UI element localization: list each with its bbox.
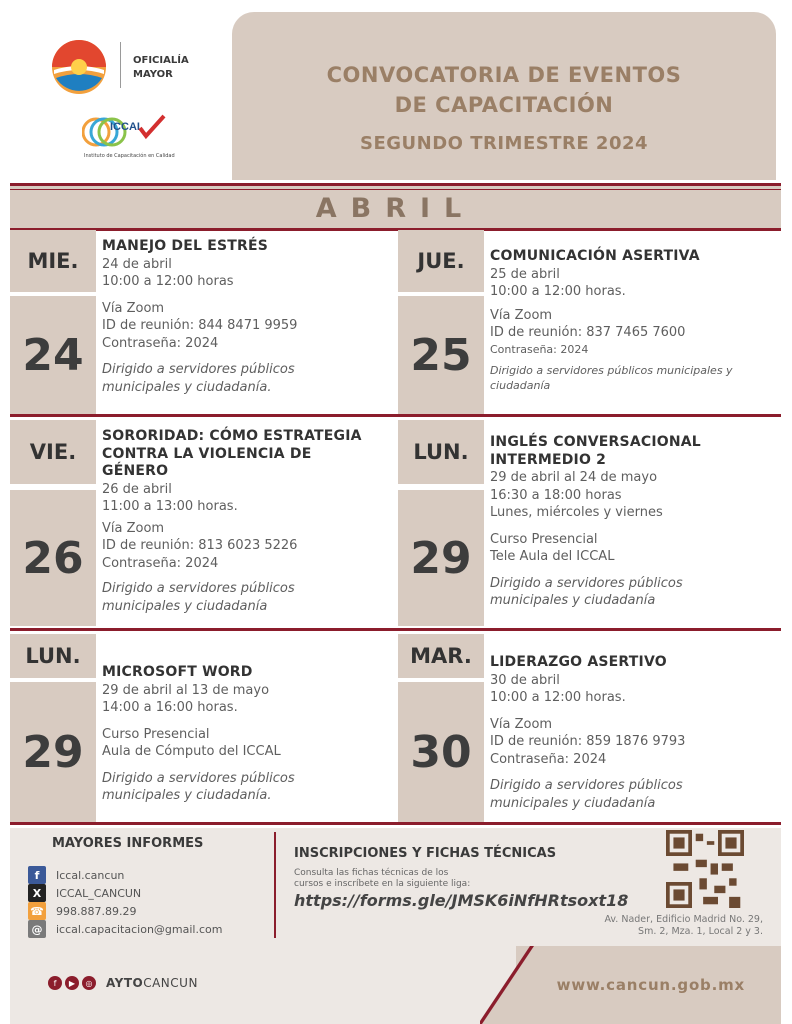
event-time: 11:00 a 13:00 horas. [102,499,238,514]
event-venue: Vía Zoom [490,716,553,732]
row-separator [10,414,781,417]
event-password: Contraseña: 2024 [490,751,607,767]
x-icon: X [28,884,46,902]
facebook-contact[interactable] [28,866,124,884]
email-address[interactable]: iccal.capacitacion@gmail.com [56,922,223,936]
event-audience: Dirigido a servidores públicos [490,778,683,793]
weekday-label: MAR. [398,634,484,678]
event-audience: municipales y ciudadanía [102,598,268,614]
event-meeting-id: ID de reunión: 813 6023 5226 [102,538,298,553]
registration-text: Consulta las fichas técnicas de los cursos e inscríbete en la siguiente liga: [294,868,471,889]
event-time: 16:30 a 18:00 horas [490,487,622,503]
event-venue: Vía Zoom [490,307,553,323]
event-location: Tele Aula del ICCAL [490,549,615,564]
iccal-logo [82,112,172,152]
event-audience: Dirigido a servidores públicos [102,770,295,786]
event-card [10,230,398,414]
event-info [490,248,733,393]
day-number: 29 [10,682,96,822]
x-contact[interactable] [28,884,141,902]
footer-stripe [480,946,546,1024]
event-audience: municipales y ciudadanía [490,795,656,811]
event-date: 29 de abril al 24 de mayo [490,470,658,485]
event-audience: municipales y ciudadanía [490,593,656,608]
event-card [398,230,781,414]
vertical-divider [274,832,276,938]
email-contact[interactable] [28,920,222,938]
event-time: 10:00 a 12:00 horas [102,274,234,289]
event-audience: Dirigido a servidores públicos [102,581,295,596]
event-title: SORORIDAD: CÓMO ESTRATEGIA CONTRA LA VIOLENCIA DE GÉNERO [102,428,362,479]
event-title: MANEJO DEL ESTRÉS [102,238,269,254]
event-time: 10:00 a 12:00 horas. [490,690,626,705]
event-info [102,664,295,805]
event-title: LIDERAZGO ASERTIVO [490,654,667,670]
event-title: COMUNICACIÓN ASERTIVA [490,248,700,264]
event-meeting-id: ID de reunión: 844 8471 9959 [102,318,298,333]
registration-title: INSCRIPCIONES Y FICHAS TÉCNICAS [294,846,557,861]
event-date: 26 de abril [102,481,172,497]
weekday-label: JUE. [398,230,484,292]
page-title: CONVOCATORIA DE EVENTOS DE CAPACITACIÓN [326,63,682,117]
day-number: 25 [398,296,484,414]
month-band [10,183,781,231]
event-venue: Curso Presencial [102,726,210,742]
event-password: Contraseña: 2024 [490,342,589,356]
address: Av. Nader, Edificio Madrid No. 29, Sm. 2, Mza. 1, Local 2 y 3. [604,914,763,937]
footer [10,946,781,1024]
registration-link[interactable]: https://forms.gle/JMSK6iNfHRtsoxt18 [294,891,629,910]
event-audience: municipales y ciudadanía. [102,379,272,395]
facebook-handle[interactable]: Iccal.cancun [56,868,125,882]
day-number: 29 [398,490,484,626]
ayto-cancun-label: AYTOCANCUN [106,976,198,990]
event-audience: Dirigido a servidores públicos [102,362,295,377]
cancun-logo [50,38,108,96]
event-title: MICROSOFT WORD [102,664,253,680]
more-info-title: MAYORES INFORMES [52,836,204,851]
logo-divider [120,42,121,88]
iccal-tagline: Instituto de Capacitación en Calidad [84,153,175,159]
event-date: 24 de abril [102,256,172,272]
day-number: 26 [10,490,96,626]
month-label: ABRIL [315,193,476,224]
event-venue: Curso Presencial [490,531,598,547]
logo-area [0,0,230,180]
weekday-label: VIE. [10,420,96,484]
header-box [232,12,776,180]
event-password: Contraseña: 2024 [102,335,219,351]
event-venue: Vía Zoom [102,300,165,316]
event-meeting-id: ID de reunión: 837 7465 7600 [490,325,686,340]
youtube-icon[interactable]: ▶ [65,976,79,990]
event-audience: Dirigido a servidores públicos [490,575,683,591]
event-card [10,420,398,626]
event-time: 14:00 a 16:00 horas. [102,700,238,715]
event-venue: Vía Zoom [102,520,165,536]
event-info [490,434,701,610]
phone-icon: ☎ [28,902,46,920]
event-date: 29 de abril al 13 de mayo [102,682,270,698]
facebook-icon[interactable]: f [48,976,62,990]
website-link[interactable]: www.cancun.gob.mx [556,976,745,994]
event-meeting-id: ID de reunión: 859 1876 9793 [490,734,686,749]
event-card [10,634,398,822]
instagram-icon[interactable]: ◎ [82,976,96,990]
weekday-label: LUN. [398,420,484,484]
page-subtitle: SEGUNDO TRIMESTRE 2024 [359,133,649,154]
day-number: 30 [398,682,484,822]
event-audience: ciudadanía [490,378,551,392]
event-date: 25 de abril [490,266,560,282]
event-password: Contraseña: 2024 [102,555,219,571]
social-icons [48,976,99,990]
event-card [398,420,781,626]
event-audience: Dirigido a servidores públicos municipales y [490,363,733,377]
day-number: 24 [10,296,96,414]
row-separator [10,822,781,825]
phone-contact[interactable] [28,902,136,920]
info-section [10,828,781,946]
qr-code-icon[interactable] [664,830,746,908]
event-location: Aula de Cómputo del ICCAL [102,744,281,759]
event-schedule: Lunes, miércoles y viernes [490,505,663,520]
event-card [398,634,781,822]
weekday-label: LUN. [10,634,96,678]
row-separator [10,628,781,631]
phone-number[interactable]: 998.887.89.29 [56,904,137,918]
x-handle[interactable]: ICCAL_CANCUN [56,886,142,900]
event-info [490,654,685,812]
email-icon: @ [28,920,46,938]
weekday-label: MIE. [10,230,96,292]
event-date: 30 de abril [490,672,560,688]
svg-text:ICCAL: ICCAL [110,121,144,133]
event-audience: municipales y ciudadanía. [102,788,272,803]
oficialia-mayor-label: OFICIALÍA MAYOR [133,55,189,80]
event-time: 10:00 a 12:00 horas. [490,284,626,299]
event-info [102,428,362,615]
event-title: INGLÉS CONVERSACIONAL INTERMEDIO 2 [490,434,701,468]
facebook-icon: f [28,866,46,884]
event-info [102,238,297,396]
